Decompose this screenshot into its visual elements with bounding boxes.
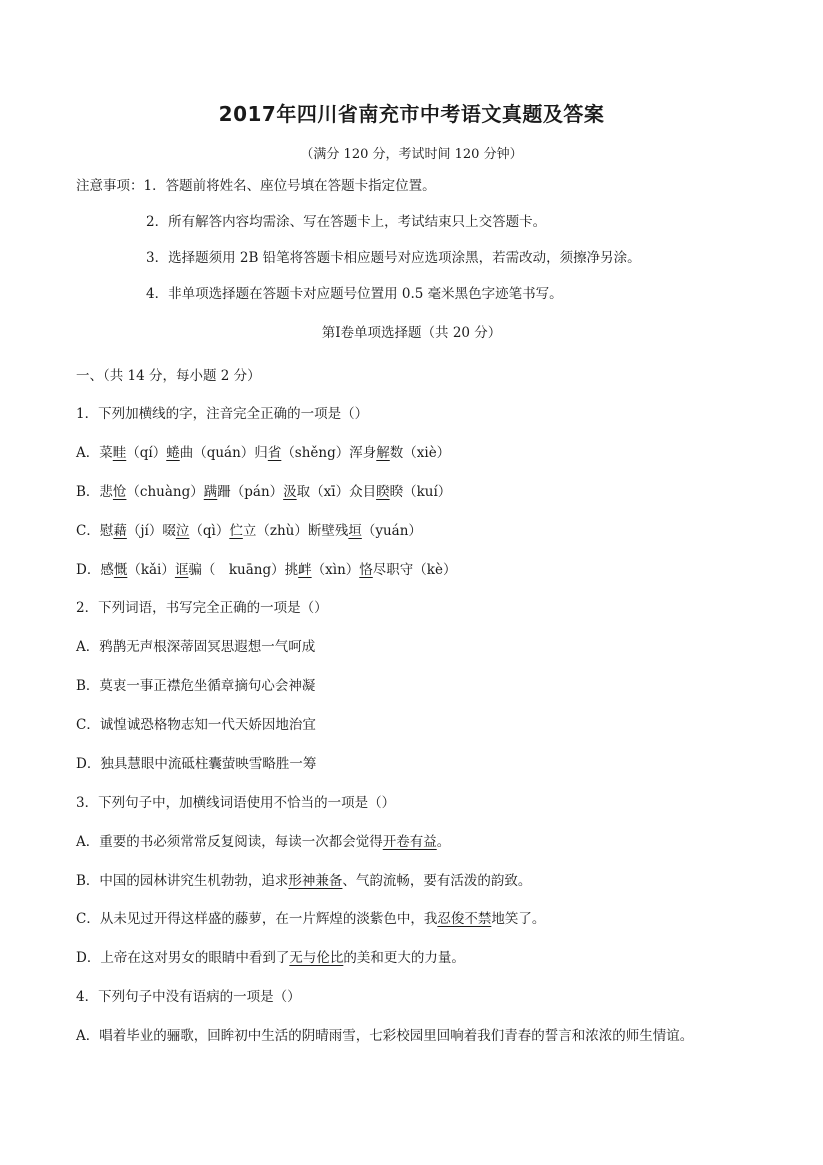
document-subtitle: （满分 120 分，考试时间 120 分钟） bbox=[300, 147, 523, 162]
question-1-option-b: B．悲怆（chuàng）蹒跚（pán）汲取（xī）众目睽睽（kuí） bbox=[76, 484, 452, 500]
question-4-stem: 4．下列句子中没有语病的一项是（） bbox=[76, 989, 301, 1005]
notice-item-2: 2．所有解答内容均需涂、写在答题卡上，考试结束只上交答题卡。 bbox=[146, 214, 547, 230]
question-2-option-d: D．独具慧眼中流砥柱囊萤映雪略胜一筹 bbox=[76, 756, 317, 772]
section-title: 第Ⅰ卷单项选择题（共 20 分） bbox=[321, 325, 502, 341]
question-3-option-b: B．中国的园林讲究生机勃勃，追求形神兼备、气韵流畅，要有活泼的韵致。 bbox=[76, 873, 532, 889]
question-1-option-a: A．菜畦（qí）蜷曲（quán）归省（shěng）浑身解数（xiè） bbox=[76, 445, 451, 461]
question-3-stem: 3．下列句子中，加横线词语使用不恰当的一项是（） bbox=[76, 795, 396, 811]
notice-item-4: 4．非单项选择题在答题卡对应题号位置用 0.5 毫米黑色字迹笔书写。 bbox=[146, 286, 563, 302]
question-2-stem: 2．下列词语，书写完全正确的一项是（） bbox=[76, 600, 328, 616]
question-2-option-a: A．鸦鹊无声根深蒂固冥思遐想一气呵成 bbox=[76, 639, 316, 655]
question-1-stem: 1．下列加横线的字，注音完全正确的一项是（） bbox=[76, 406, 369, 422]
part-one-heading: 一、（共 14 分，每小题 2 分） bbox=[76, 368, 261, 384]
notice-item-1: 注意事项：1．答题前将姓名、座位号填在答题卡指定位置。 bbox=[76, 178, 436, 194]
notice-label: 注意事项： bbox=[76, 178, 144, 194]
question-1-option-c: C．慰藉（jí）啜泣（qì）伫立（zhù）断壁残垣（yuán） bbox=[76, 523, 422, 539]
question-4-option-a: A．唱着毕业的骊歌，回眸初中生活的阴晴雨雪，七彩校园里回响着我们青春的誓言和浓浓的师生情谊。 bbox=[76, 1028, 694, 1044]
question-2-option-b: B．莫衷一事正襟危坐循章摘句心会神凝 bbox=[76, 678, 316, 694]
question-2-option-c: C．诚惶诚恐格物志知一代天娇因地治宜 bbox=[76, 717, 316, 733]
question-3-option-d: D．上帝在这对男女的眼睛中看到了无与伦比的美和更大的力量。 bbox=[76, 950, 465, 966]
document-title: 2017年四川省南充市中考语文真题及答案 bbox=[218, 102, 605, 126]
question-3-option-c: C．从未见过开得这样盛的藤萝，在一片辉煌的淡紫色中，我忍俊不禁地笑了。 bbox=[76, 911, 546, 927]
question-3-option-a: A．重要的书必须常常反复阅读，每读一次都会觉得开卷有益。 bbox=[76, 834, 451, 850]
question-1-option-d: D．感慨（kǎi）诓骗（ kuāng）挑衅（xìn）恪尽职守（kè） bbox=[76, 562, 457, 578]
notice-item-3: 3．选择题须用 2B 铅笔将答题卡相应题号对应选项涂黑，若需改动，须擦净另涂。 bbox=[146, 250, 641, 266]
